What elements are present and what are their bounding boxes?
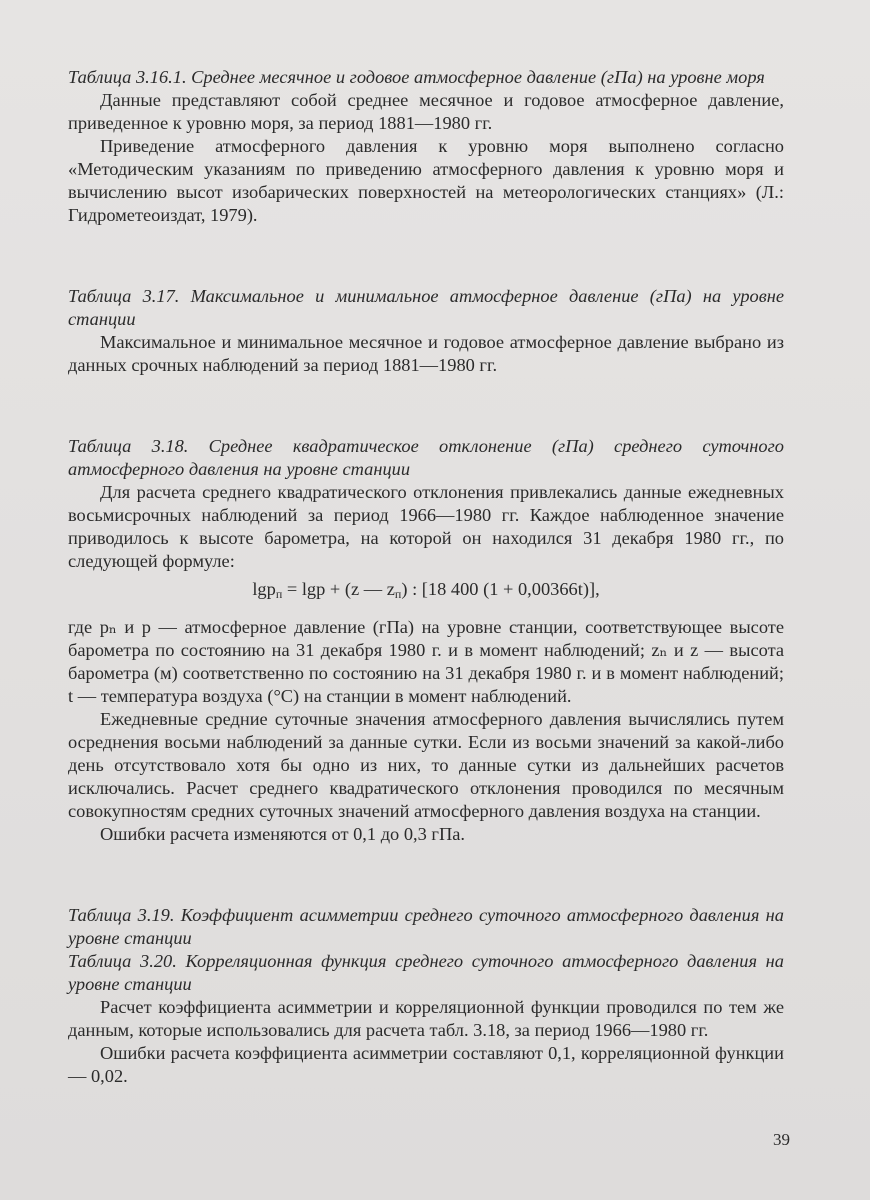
formula <box>68 578 784 606</box>
section-heading: Таблица 3.20. Корреляционная функция среднего суточного атмосферного давления на уровне станции <box>68 951 784 994</box>
section-heading: Таблица 3.16.1. Среднее месячное и годовое атмосферное давление (гПа) на уровне моря <box>68 67 765 87</box>
paragraph: Расчет коэффициента асимметрии и корреляционной функции проводился по тем же данным, которые использовались для расчета табл. 3.18, за период 1966—1980 гг. <box>68 997 784 1040</box>
section-table-3-17 <box>68 285 784 377</box>
paragraph: Ошибки расчета изменяются от 0,1 до 0,3 гПа. <box>100 824 466 844</box>
formula-lhs: lgp <box>252 579 276 599</box>
paragraph: Данные представляют собой среднее месячное и годовое атмосферное давление, приведенное к уровню моря, за период 1881—1980 гг. <box>68 90 784 133</box>
paragraph: Максимальное и минимальное месячное и годовое атмосферное давление выбрано из данных срочных наблюдений за период 1881—1980 гг. <box>68 332 784 375</box>
paragraph-definitions: где pₙ и p — атмосферное давление (гПа) на уровне станции, соответствующее высоте барометра по состоянию на 31 декабря 1980 г. и в момент наблюдений; zₙ и z — высота барометра (м) соответственно по состоянию на 31 декабря 1980 г. и в момент наблюдений; t — температура воздуха (°С) на станции в момент наблюдений. <box>68 617 784 706</box>
section-heading: Таблица 3.19. Коэффициент асимметрии среднего суточного атмосферного давления на уровне станции <box>68 905 784 948</box>
section-table-3-16-1 <box>68 66 784 227</box>
section-heading: Таблица 3.17. Максимальное и минимальное атмосферное давление (гПа) на уровне станции <box>68 286 784 329</box>
formula-middle: = lgp + (z — z <box>282 579 395 599</box>
paragraph: Приведение атмосферного давления к уровню моря выполнено согласно «Методическим указаниям по приведению атмосферного давления к уровню моря и вычислению высот изобарических поверхностей на метеорологических станциях» (Л.: Гидрометеоиздат, 1979). <box>68 136 784 225</box>
section-table-3-18 <box>68 435 784 846</box>
formula-lhs-subscript: п <box>275 587 283 601</box>
formula-z-subscript: п <box>394 587 402 601</box>
spacer <box>68 846 784 904</box>
spacer <box>68 377 784 435</box>
spacer <box>68 227 784 285</box>
formula-rhs: ) : [18 400 (1 + 0,00366t)], <box>401 579 600 599</box>
page-number: 39 <box>773 1130 790 1149</box>
section-table-3-19-3-20 <box>68 904 784 1088</box>
paragraph: Для расчета среднего квадратического отклонения привлекались данные ежедневных восьмисрочных наблюдений за период 1966—1980 гг. Каждое наблюденное значение приводилось к высоте барометра, на которой он находился 31 декабря 1980 гг., по следующей формуле: <box>68 482 784 571</box>
paragraph: Ошибки расчета коэффициента асимметрии составляют 0,1, корреляционной функции — 0,02. <box>68 1043 784 1086</box>
page-content <box>68 66 784 1088</box>
section-heading: Таблица 3.18. Среднее квадратическое отклонение (гПа) среднего суточного атмосферного давления на уровне станции <box>68 436 784 479</box>
paragraph: Ежедневные средние суточные значения атмосферного давления вычислялись путем осреднения восьми наблюдений за данные сутки. Если из восьми значений за какой-либо день отсутствовало хотя бы одно из них, то данные сутки из дальнейших расчетов исключались. Расчет среднего квадратического отклонения проводился по месячным совокупностям средних суточных значений атмосферного давления воздуха на станции. <box>68 709 784 821</box>
